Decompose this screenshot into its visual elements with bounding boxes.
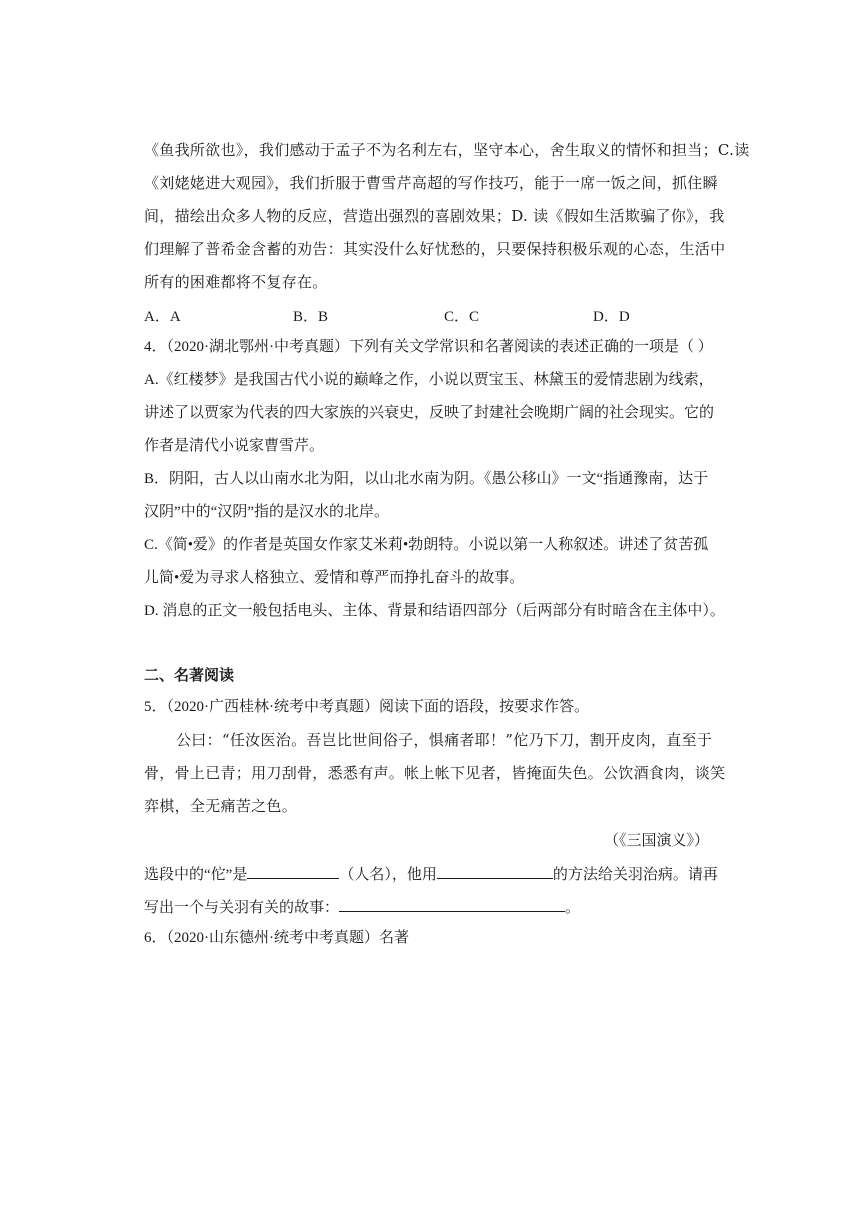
q5-passage-line-3: 弈棋，全无痛苦之色。 [144, 797, 298, 815]
q3-line-1: 《鱼我所欲也》，我们感动于孟子不为名利左右，坚守本心，舍生取义的情怀和担当；C.读 [144, 141, 750, 159]
q4-option-a-line-1: A.《红楼梦》是我国古代小说的巅峰之作，小说以贾宝玉、林黛玉的爱情悲剧为线索， [144, 372, 714, 388]
q5-fill-line-2 [144, 895, 580, 918]
q5-source: （《三国演义》） [604, 833, 710, 849]
answer-blank-story[interactable] [339, 895, 565, 912]
q3-option-c: C．C [444, 309, 480, 325]
q6-stem: 6．（2020·山东德州·统考中考真题）名著 [144, 930, 409, 946]
q4-option-a-line-3: 作者是清代小说家曹雪芹。 [144, 438, 325, 454]
q4-option-c-line-2: 儿简•爱为寻求人格独立、爱情和尊严而挣扎奋斗的故事。 [144, 570, 525, 586]
q3-options [144, 305, 704, 325]
q5-fill1-text-b: （人名），他用 [339, 867, 437, 883]
answer-blank-method[interactable] [437, 862, 553, 879]
section-title: 二、名著阅读 [144, 666, 235, 684]
q5-fill1-text-c: 的方法给关羽治病。请再 [552, 867, 718, 883]
q3-line-4b: 们理解了普希金含蓄的劝告：其实没什么好忧愁的，只要保持积极乐观的心态，生活中 [144, 240, 726, 258]
q5-fill2-text-a: 写出一个与关羽有关的故事： [144, 900, 340, 916]
q5-stem: 5．（2020·广西桂林·统考中考真题）阅读下面的语段，按要求作答。 [144, 699, 589, 715]
q5-fill1-text-a: 选段中的“佗”是 [144, 867, 248, 883]
q3-option-a: A．A [144, 309, 181, 325]
q5-fill2-text-b: 。 [565, 900, 581, 916]
q4-stem: 4．（2020·湖北鄂州·中考真题）下列有关文学常识和名著阅读的表述正确的一项是（ ） [144, 339, 713, 355]
q5-fill-line-1 [144, 862, 718, 885]
q5-passage-line-1: 公曰：“任汝医治。吾岂比世间俗子，惧痛者耶！”佗乃下刀，割开皮肉，直至于 [176, 731, 713, 749]
q3-line-5: 所有的困难都将不复存在。 [144, 273, 328, 291]
q3-option-b: B．B [293, 309, 329, 325]
q4-option-b-line-1: B．阴阳，古人以山南水北为阳，以山北水南为阴。《愚公移山》一文“指通豫南，达于 [144, 471, 709, 487]
q4-option-c-line-1: C.《简•爱》的作者是英国女作家艾米莉•勃朗特。小说以第一人称叙述。讲述了贫苦孤 [144, 537, 709, 553]
q3-line-3: 间，描绘出众多人物的反应，营造出强烈的喜剧效果；D. 读《假如生活欺骗了你》，我 [144, 207, 725, 225]
answer-blank-name[interactable] [247, 862, 339, 879]
q4-option-d-line-1: D. 消息的正文一般包括电头、主体、背景和结语四部分（后两部分有时暗含在主体中）。 [144, 603, 725, 619]
q5-passage-line-2: 骨，骨上已青；用刀刮骨，悉悉有声。帐上帐下见者，皆掩面失色。公饮酒食肉，谈笑 [144, 764, 726, 782]
q4-option-b-line-2: 汉阴”中的“汉阴”指的是汉水的北岸。 [144, 504, 389, 520]
q4-option-a-line-2: 讲述了以贾家为代表的四大家族的兴衰史，反映了封建社会晚期广阔的社会现实。它的 [144, 405, 715, 421]
q3-line-2: 《刘姥姥进大观园》，我们折服于曹雪芹高超的写作技巧，能于一席一饭之间，抓住瞬 [144, 174, 718, 192]
q3-option-d: D．D [593, 309, 630, 325]
